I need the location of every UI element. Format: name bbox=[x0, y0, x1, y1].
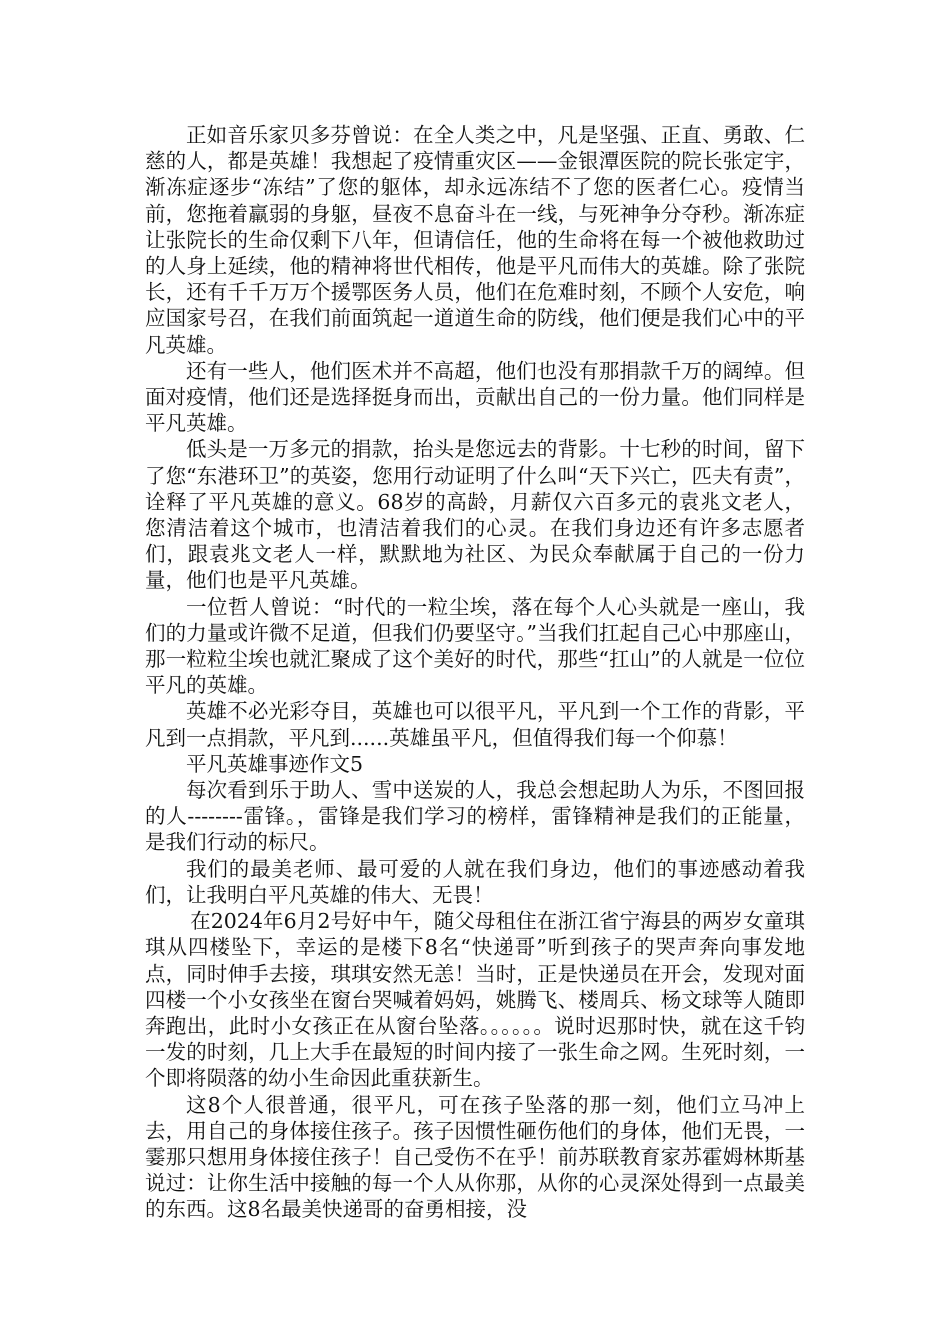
section-heading: 平凡英雄事迹作文5 bbox=[186, 751, 364, 776]
paragraph-5: 英雄不必光彩夺目，英雄也可以很平凡，平凡到一个工作的背影，平凡到一点捐款，平凡到......英雄虽平凡，但值得我们每一个仰慕！ bbox=[145, 699, 805, 750]
paragraph-6: 每次看到乐于助人、雪中送炭的人，我总会想起助人为乐，不图回报的人--------雷锋。，雷锋是我们学习的榜样，雷锋精神是我们的正能量，是我们行动的标尺。 bbox=[145, 778, 805, 855]
paragraph-2: 还有一些人，他们医术并不高超，他们也没有那捐款千万的阔绰。但面对疫情，他们还是选择挺身而出，贡献出自己的一份力量。他们同样是平凡英雄。 bbox=[145, 358, 805, 436]
paragraph-8: 在2024年6月2号好中午，随父母租住在浙江省宁海县的两岁女童琪琪从四楼坠下，幸运的是楼下8名“快递哥”听到孩子的哭声奔向事发地点，同时伸手去接，琪琪安然无恙！当时，正是快递员在开会，发现对面四楼一个小女孩坐在窗台哭喊着妈妈，姚腾飞、楼周兵、杨文球等人随即奔跑出，此时小女孩正在从窗台坠落。。。。。。说时迟那时快，就在这千钧一发的时刻，几上大手在最短的时间内接了一张生命之网。生死时刻，一个即将陨落的幼小生命因此重获新生。 bbox=[145, 909, 805, 1091]
paragraph-7: 我们的最美老师、最可爱的人就在我们身边，他们的事迹感动着我们，让我明白平凡英雄的伟大、无畏！ bbox=[145, 856, 805, 907]
document-body bbox=[145, 122, 805, 1223]
paragraph-3: 低头是一万多元的捐款，抬头是您远去的背影。十七秒的时间，留下了您“东港环卫”的英姿，您用行动证明了什么叫“天下兴亡，匹夫有责”，诠释了平凡英雄的意义。68岁的高龄，月薪仅六百多元的袁兆文老人，您清洁着这个城市，也清洁着我们的心灵。在我们身边还有许多志愿者们，跟袁兆文老人一样，默默地为社区、为民众奉献属于自己的一份力量，他们也是平凡英雄。 bbox=[145, 437, 805, 593]
paragraph-9: 这8个人很普通，很平凡，可在孩子坠落的那一刻，他们立马冲上去，用自己的身体接住孩子。孩子因惯性砸伤他们的身体，他们无畏，一霎那只想用身体接住孩子！自己受伤不在乎！前苏联教育家苏霍姆林斯基说过：让你生活中接触的每一个人从你那，从你的心灵深处得到一点最美的东西。这8名最美快递哥的奋勇相接，没 bbox=[145, 1092, 805, 1222]
paragraph-1: 正如音乐家贝多芬曾说：在全人类之中，凡是坚强、正直、勇敢、仁慈的人，都是英雄！我想起了疫情重灾区——金银潭医院的院长张定宇，渐冻症逐步“冻结”了您的躯体，却永远冻结不了您的医者仁心。疫情当前，您拖着羸弱的身躯，昼夜不息奋斗在一线，与死神争分夺秒。渐冻症让张院长的生命仅剩下八年，但请信任，他的生命将在每一个被他救助过的人身上延续，他的精神将世代相传，他是平凡而伟大的英雄。除了张院长，还有千千万万个援鄂医务人员，他们在危难时刻，不顾个人安危，响应国家号召，在我们前面筑起一道道生命的防线，他们便是我们心中的平凡英雄。 bbox=[145, 123, 805, 357]
paragraph-4: 一位哲人曾说：“时代的一粒尘埃，落在每个人心头就是一座山，我们的力量或许微不足道，但我们仍要坚守。”当我们扛起自己心中那座山，那一粒粒尘埃也就汇聚成了这个美好的时代，那些“扛山”的人就是一位位平凡的英雄。 bbox=[145, 594, 805, 698]
